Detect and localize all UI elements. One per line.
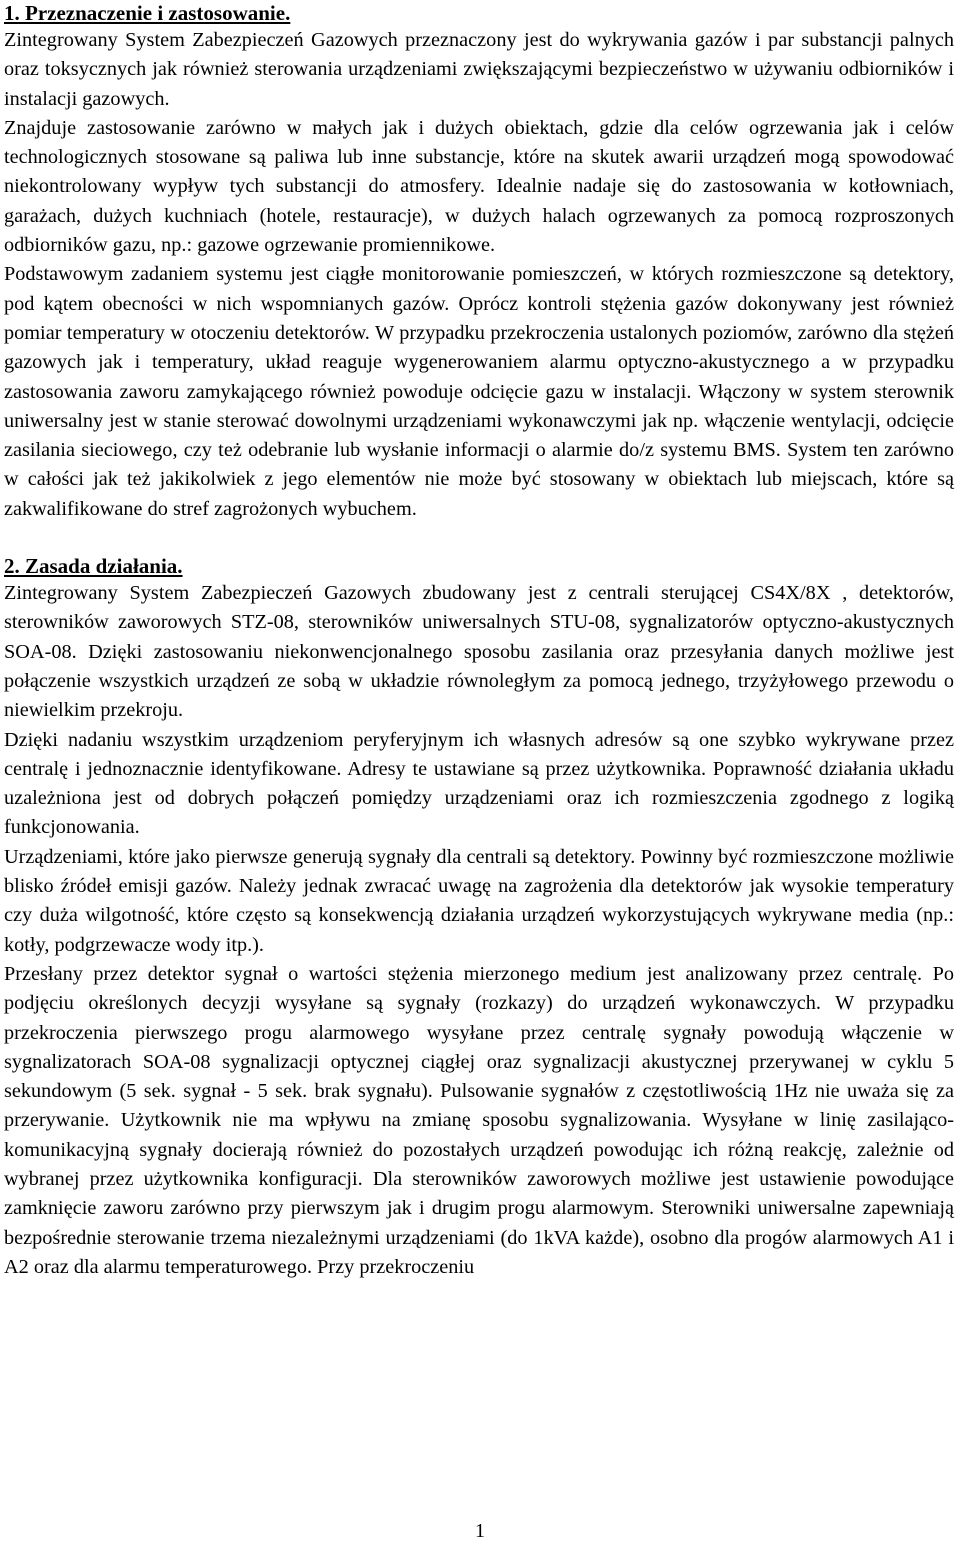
- section-1-paragraph-3: Podstawowym zadaniem systemu jest ciągłe monitorowanie pomieszczeń, w których rozmieszczone są detektory, pod kątem obecności w nich wspomnianych gazów. Oprócz kontroli stężenia gazów dokonywany jest również pomiar temperatury w otoczeniu detektorów. W przypadku przekroczenia ustalonych poziomów, zarówno dla stężeń gazowych jak i temperatury, układ reaguje wygenerowaniem alarmu optyczno-akustycznego a w przypadku zastosowania zaworu zamykającego również powoduje odcięcie gazu w instalacji. Włączony w system sterownik uniwersalny jest w stanie sterować dowolnymi urządzeniami wykonawczymi jak np. włączenie wentylacji, odcięcie zasilania sieciowego, czy też odebranie lub wysłanie informacji o alarmie do/z systemu BMS. System ten zarówno w całości jak też jakikolwiek z jego elementów nie może być stosowany w obiektach lub miejscach, które są zakwalifikowane do stref zagrożonych wybuchem.: [4, 263, 954, 520]
- document-page: [4, 0, 954, 1282]
- section-2-paragraph-4: Przesłany przez detektor sygnał o wartości stężenia mierzonego medium jest analizowany przez centralę. Po podjęciu określonych decyzji wysyłane są sygnały (rozkazy) do urządzeń wykonawczych. W przypadku przekroczenia pierwszego progu alarmowego wysyłane przez centralę sygnały powodują włączenie w sygnalizatorach SOA-08 sygnalizacji optycznej ciągłej oraz sygnalizacji akustycznej przerywanej w cyklu 5 sekundowym (5 sek. sygnał - 5 sek. brak sygnału). Pulsowanie sygnałów z częstotliwością 1Hz nie uważa się za przerywanie. Użytkownik nie ma wpływu na zmianę sposobu sygnalizowania. Wysyłane w linię zasilająco-komunikacyjną sygnały docierają również do pozostałych urządzeń powodując ich różną reakcję, zależnie od wybranej przez użytkownika konfiguracji. Dla sterowników zaworowych możliwe jest ustawienie powodujące zamknięcie zaworu zarówno przy pierwszym jak i drugim progu alarmowym. Sterowniki uniwersalne zapewniają bezpośrednie sterowanie trzema niezależnymi urządzeniami (do 1kVA każde), osobno dla progów alarmowych A1 i A2 oraz dla alarmu temperaturowego. Przy przekroczeniu: [4, 962, 954, 1278]
- section-2-heading: 2. Zasada działania.: [4, 554, 183, 579]
- section-1-heading: 1. Przeznaczenie i zastosowanie.: [4, 1, 291, 25]
- section-2-paragraph-3: Urządzeniami, które jako pierwsze generują sygnały dla centrali są detektory. Powinny być rozmieszczone możliwie blisko źródeł emisji gazów. Należy jednak zwracać uwagę na zagrożenia dla detektorów jak wysokie temperatury czy duża wilgotność, które często są konsekwencją działania urządzeń wykorzystujących wykrywane media (np.: kotły, podgrzewacze wody itp.).: [4, 845, 954, 956]
- section-2-paragraph-2: Dzięki nadaniu wszystkim urządzeniom peryferyjnym ich własnych adresów są one szybko wykrywane przez centralę i jednoznacznie identyfikowane. Adresy te ustawiane są przez użytkownika. Poprawność działania układu uzależniona jest od dobrych połączeń pomiędzy urządzeniami oraz ich rozmieszczenia zgodnego z logiką funkcjonowania.: [4, 728, 954, 839]
- section-2-paragraph-1: Zintegrowany System Zabezpieczeń Gazowych zbudowany jest z centrali sterującej CS4X/8X , detektorów, sterowników zaworowych STZ-08, sterowników uniwersalnych STU-08, sygnalizatorów optyczno-akustycznych SOA-08. Dzięki zastosowaniu niekonwencjonalnego sposobu zasilania oraz przesyłania danych możliwe jest połączenie wszystkich urządzeń ze sobą w układzie równoległym za pomocą jednego, trzyżyłowego przewodu o niewielkim przekroju.: [4, 582, 954, 722]
- page-number: 1: [475, 1520, 485, 1542]
- section-1-paragraph-1: Zintegrowany System Zabezpieczeń Gazowych przeznaczony jest do wykrywania gazów i par substancji palnych oraz toksycznych jak również sterowania urządzeniami zwiększającymi bezpieczeństwo w używaniu odbiorników i instalacji gazowych.: [4, 29, 954, 110]
- section-spacer: [4, 524, 954, 553]
- section-1-paragraph-2: Znajduje zastosowanie zarówno w małych jak i dużych obiektach, gdzie dla celów ogrzewania jak i celów technologicznych stosowane są paliwa lub inne substancje, które na skutek awarii urządzeń mogą spowodować niekontrolowany wypływ tych substancji do atmosfery. Idealnie nadaje się do zastosowania w kotłowniach, garażach, dużych kuchniach (hotele, restauracje), w dużych halach ogrzewanych za pomocą rozproszonych odbiorników gazu, np.: gazowe ogrzewanie promiennikowe.: [4, 116, 954, 257]
